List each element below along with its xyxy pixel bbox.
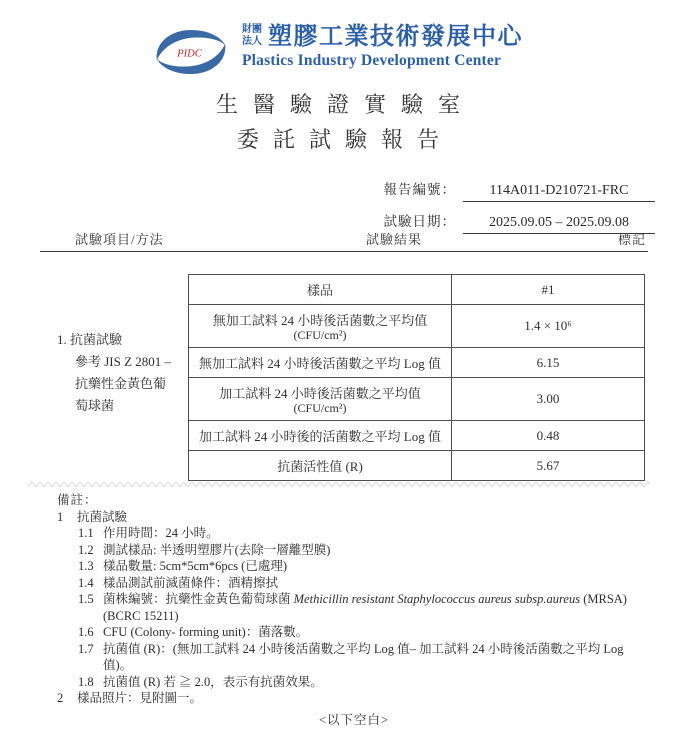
row-value-cell: 6.15: [452, 348, 645, 378]
note-item: 1.6 CFU (Colony- forming unit)：菌落數。: [78, 625, 309, 639]
table-row: [189, 421, 645, 451]
org-prefix-line1: 財團: [242, 24, 262, 36]
result-table: [188, 274, 645, 481]
row-label-cell: 無加工試料 24 小時後活菌數之平均值 (CFU/cm²): [189, 305, 452, 348]
note-item: 2 樣品照片：見附圖一。: [57, 691, 203, 705]
column-mark: 標記: [617, 232, 646, 247]
row-label-cell: 無加工試料 24 小時後活菌數之平均 Log 值: [189, 348, 452, 378]
row-label-cell: 抗菌活性值 (R): [189, 451, 452, 481]
perforation-zigzag: [28, 480, 650, 489]
test-date-value: 2025.09.05 – 2025.09.08: [463, 215, 655, 234]
row-value-cell: 5.67: [452, 451, 645, 481]
note-item: 1.3 樣品數量: 5cm*5cm*6pcs (已處理): [78, 559, 288, 573]
note-item: 1.8 抗菌值 (R) 若 ≧ 2.0，表示有抗菌效果。: [78, 674, 323, 689]
note-item: 1.7 抗菌值 (R)：(無加工試料 24 小時後活菌數之平均 Log 值– 加工試料 24 小時後活菌數之平均 Log 值)。: [78, 641, 624, 672]
row-label-cell: 加工試料 24 小時後活菌數之平均值 (CFU/cm²): [189, 378, 452, 421]
test-item-line: 萄球菌: [75, 398, 115, 413]
header-rule: [40, 251, 648, 252]
test-item-line: 1. 抗菌試驗: [57, 332, 123, 347]
table-row: [189, 275, 645, 305]
column-item-method: 試驗項目/方法: [75, 232, 164, 247]
note-item: 1 抗菌試驗: [57, 509, 128, 524]
notes-heading: 備註：: [57, 493, 98, 507]
report-number-row: [384, 178, 656, 202]
row-label-cell: 加工試料 24 小時後的活菌數之平均 Log 值: [189, 421, 452, 451]
row-value-cell: 1.4 × 10⁶: [452, 305, 645, 348]
org-name-en: Plastics Industry Development Center: [242, 52, 502, 70]
org-names: [242, 24, 523, 70]
logo-acronym: PIDC: [177, 48, 202, 60]
row-value-cell: 3.00: [452, 378, 645, 421]
report-number-value: 114A011-D210721-FRC: [463, 183, 655, 202]
row-label-cell: 樣品: [189, 275, 452, 305]
strain-latin-name: Methicillin resistant Staphylococcus aureus subsp.aureus: [293, 592, 581, 606]
report-header: [0, 24, 676, 79]
notes-section: [57, 492, 651, 728]
table-row: [189, 348, 645, 378]
report-title: 委託試驗報告: [236, 127, 453, 152]
note-item-strain: 1.5 菌株編號：抗藥性金黃色葡萄球菌 Methicillin resistant Staphylococcus aureus subsp.aureus (MRSA) (BCRC 15211): [78, 592, 627, 623]
org-name-zh: 塑膠工業技術發展中心: [268, 23, 523, 50]
test-date-row: [384, 210, 656, 234]
note-item: 1.4 樣品測試前滅菌條件：酒精擦拭: [78, 575, 279, 590]
test-item-label: [57, 329, 197, 417]
table-row: [189, 451, 645, 481]
row-value-cell: 0.48: [452, 421, 645, 451]
org-prefix-line2: 法人: [242, 35, 262, 47]
report-number-label: 報告編號：: [383, 182, 456, 197]
org-prefix: [242, 24, 262, 50]
report-meta: [384, 178, 656, 242]
pidc-logo-icon: [153, 25, 229, 79]
note-item: 1.2 測試樣品: 半透明塑膠片(去除一層離型膜): [78, 542, 331, 557]
column-result: 試驗結果: [366, 232, 423, 247]
table-row: [189, 378, 645, 421]
blank-below-note: <以下空白>: [318, 712, 390, 727]
note-item: 1.1 作用時間：24 小時。: [78, 526, 219, 540]
lab-title: 生醫驗證實驗室: [215, 92, 475, 117]
test-item-line: 抗藥性金黃色葡: [75, 376, 167, 391]
row-value-cell: #1: [452, 275, 645, 305]
table-row: [189, 305, 645, 348]
test-date-label: 試驗日期：: [383, 214, 456, 229]
test-item-line: 參考 JIS Z 2801 –: [75, 354, 172, 369]
